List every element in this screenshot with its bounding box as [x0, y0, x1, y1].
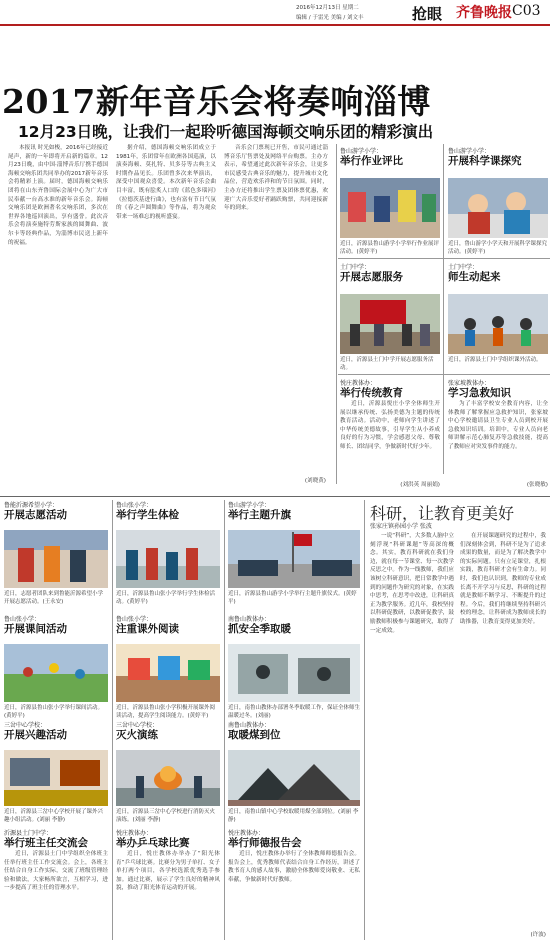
brief-photo: [116, 750, 220, 806]
brief: 鲁山张小学： 举行学生体检: [116, 502, 179, 521]
brief: [340, 146, 440, 168]
brief-photo: [4, 750, 108, 806]
brief-photo: [228, 750, 360, 806]
editor-line: 编辑 / 于雷光 美编 / 刘文丰: [296, 15, 364, 21]
brief-caption: 近日，沂源县鲁山张小学举行课间活动。(黄婷平): [4, 705, 104, 720]
lead-paragraph: 音乐会门票现已开售，市民可通过淄博音乐厅售票处及网络平台购票。主办方表示，希望通过此次新年音乐会，让更多市民感受古典音乐的魅力，提升城市文化品位，营造欢乐祥和的节日氛围。同时，主办方还将推出学生票及团体票优惠，欢迎广大音乐爱好者踊跃购票，共同迎接新年的到来。: [224, 145, 328, 212]
brief-kicker: 土门中学：: [448, 264, 479, 271]
lead-subhead: 12月23日晚，让我们一起聆听德国海顿交响乐团的精彩演出: [18, 123, 434, 141]
feature-body-col1: 一说“科研”，大多数人脑中立刻浮现“科研课题”等高深的概念。其实，教育科研就在我们身边，就在每一节课堂、每一次教学反思之中。作为一线教师，我们应该树立科研意识，把日常教学中遇到的问题作为研究的对象，在实践中思考，在思考中改进，让科研真正为教学服务。近几年，我校坚持以科研促教研，以教研促教学，鼓励教师积极参与课题研究，取得了一定成效。: [370, 533, 454, 634]
brief: [448, 262, 548, 284]
brief-title: 举行作业评比: [340, 155, 403, 167]
brief-title: 开展科学课探究: [448, 155, 522, 167]
lead-body-col3: [224, 144, 328, 474]
brief-kicker: 悦庄教体办：: [340, 380, 377, 387]
brief-photo: [228, 530, 360, 588]
text-brief: 沂源县土门中学： 举行班主任交流会 近日，沂源县土门中学组织全体班主任举行班主任工作交流会。会上，各班主任结合自身工作实际，交流了班级管理经验和做法，大家畅所欲言，互相学习，进一步提高了班主任的管理水平。: [4, 830, 108, 892]
brief: 三岔中心学校： 灭火演练: [116, 722, 159, 741]
section-name: 抢眼: [412, 5, 443, 23]
brief: 鲁山游学小学： 举行主题升旗: [228, 502, 291, 521]
brief-caption: 近日，沂源县鲁山张小学积极开展课外阅读活动，提高学生阅读能力。(黄婷平): [116, 705, 216, 720]
brief-body: 为了丰富学校安全教育内容，让全体教师了解掌握应急救护知识，张家坡中心学校邀请县卫生专业人员到校开展急救知识培训。培训中，专业人员向老师讲解示范心肺复苏等急救技能，提高了教师应对突发事件的能力。: [448, 401, 548, 450]
brief-title: 举行传统教育: [340, 387, 403, 399]
brief-caption: 近日，志愿者团队来到鲁能沂源希望小学开展志愿活动。(王永安): [4, 591, 104, 606]
column-divider: [336, 144, 337, 484]
brief-caption: 近日，沂源县鲁山游学小学举行主题升旗仪式。(黄婷平): [228, 591, 357, 606]
brief-photo: [340, 294, 440, 354]
brief-kicker: 鲁山游学小学：: [340, 148, 383, 155]
brief-kicker: 鲁山游学小学：: [448, 148, 491, 155]
brief: 南鲁山教体办： 取暖煤到位: [228, 722, 281, 741]
brief-caption: 近日，沂源县三岔中心学校开展了课外兴趣小组活动。(刘丽 李静): [4, 809, 104, 824]
column-divider: [112, 500, 113, 940]
brief-caption: 近日，南鲁山教体办部署冬季取暖工作，保证全体师生温暖过冬。(刘丽): [228, 705, 361, 720]
brief-title: 学习急救知识: [448, 387, 511, 399]
lead-byline: (刘晓黄): [304, 478, 326, 484]
brief-photo: [448, 178, 548, 238]
brief-title: 开展志愿服务: [340, 271, 403, 283]
feature-body-col2: 在开展课题研究的过程中，我们深刻体会到，科研不是为了追求成果的数量，而是为了解决教学中的实际问题。只有立足课堂，扎根实践，教育科研才会有生命力。同时，我们也认识到，教师的专业成长离不开学习与反思，科研的过程就是教师不断学习、不断提升的过程。今后，我们将继续坚持科研兴校的理念，让科研成为教师成长的助推器，让教育变得更加美好。: [460, 533, 546, 625]
brief: 鲁能沂源希望小学： 开展志愿活动: [4, 502, 67, 521]
lead-body-col2: [116, 144, 216, 474]
brief-kicker: 张家坡教体办：: [448, 380, 491, 387]
brief-caption: 近日，沂源县鲁山张小学举行学生体检活动。(黄婷平): [116, 591, 216, 606]
brief-photo: [4, 644, 108, 702]
brief: 鲁山张小学： 注重课外阅读: [116, 616, 179, 635]
brief: [340, 262, 440, 284]
lead-body-col1: [8, 144, 108, 474]
brief: 南鲁山教体办： 抓安全季取暖: [228, 616, 291, 635]
brief-caption: 近日，沂源县三岔中心学校进行消防灭火演练。(刘丽 李静): [116, 809, 216, 824]
brief-photo: [448, 294, 548, 354]
brief-caption: 近日，沂源县土门中学开展志愿服务活动。: [340, 357, 434, 372]
brief: [448, 146, 548, 168]
page-header: [0, 0, 550, 26]
brief-photo: [340, 178, 440, 238]
column-divider: [364, 500, 365, 940]
brief: 鲁山张小学： 开展课间活动: [4, 616, 67, 635]
brief: 三岔中心学校： 开展兴趣活动: [4, 722, 67, 741]
brief-author: (刘洪英 周丽娟): [400, 482, 440, 488]
column-divider: [443, 144, 444, 474]
brief-title: 师生动起来: [448, 271, 501, 283]
date-line: 2016年12月13日 星期二: [296, 5, 359, 11]
brief-photo: [4, 530, 108, 588]
text-brief: [340, 378, 440, 494]
feature-byline: 张家庄镇孙园小学 张波: [370, 523, 432, 530]
lead-paragraph: 据介绍，德国海顿交响乐团成立于1981年，乐团常年在欧洲各国巡演，以演奏海顿、莫扎特、贝多芬等古典主义时期作品见长。乐团曾多次来华演出，深受中国观众喜爱。本次新年音乐会曲目丰富，既有脍炙人口的《蓝色多瑙河》《拉德茨基进行曲》，也有富有节日气氛的《春之声圆舞曲》等作品，将为观众带来一场难忘的视听盛宴。: [116, 145, 216, 220]
row-divider: [338, 374, 550, 375]
brief-photo: [228, 644, 360, 702]
lead-paragraph: 本报讯 时光如梭，2016年已经接近尾声，新的一年即将开启新的篇章。12月23日晚，由中国·淄博音乐厅携手德国海顿交响乐团共同举办的2017新年音乐会将精彩上演。届时，德国海顿交响乐团将在山东齐鲁国际会展中心为广大市民奉献一台高水准的新年音乐会。海顿交响乐团是欧洲著名交响乐团，多次在世界各地巡回演出，享有盛誉。此次音乐会将演奏施特劳斯家族的圆舞曲、波尔卡等经典作品，为淄博市民送上新年的祝福。: [8, 145, 108, 246]
column-divider: [224, 500, 225, 940]
brief-photo: [116, 644, 220, 702]
brief-caption: 近日，沂源县鲁山游学小学举行作业展评活动。(黄婷平): [340, 241, 440, 256]
brief-body: 近日，沂源县悦庄小学全体师生开展以继承传统、弘扬美德为主题的传统教育活动。活动中，老师向学生讲述了中华传统美德故事，引导学生从小养成良好的行为习惯，学会感恩父母、尊敬师长、团结同学，争做新时代好少年。: [340, 401, 440, 450]
feature-title: 科研，让教育更美好: [370, 504, 515, 523]
brief-kicker: 土门中学：: [340, 264, 371, 271]
row-divider: [338, 258, 550, 259]
text-brief: 悦庄教体办： 举办乒乓球比赛 近日，悦庄教体办举办了“阳光体育”乒乓球比赛。比赛分为男子单打、女子单打两个项目，各学校选派优秀选手参加。通过比赛，展示了学生良好的精神风貌，推动了阳光体育运动的开展。: [116, 830, 220, 892]
brief-caption: 近日，鲁山游学小学天和开展科学课探究活动。(黄婷平): [448, 241, 548, 256]
brief-caption: 近日，南鲁山镇中心学校取暖用煤全部到位。(刘丽 李静): [228, 809, 359, 824]
text-brief: 悦庄教体办： 举行师德报告会 近日，悦庄教体办举行了全体教师师德报告会。报告会上，优秀教师代表结合自身工作经历，讲述了教书育人的感人故事，激励全体教师爱岗敬业、无私奉献，争做新时代好教师。: [228, 830, 360, 883]
brief-photo: [116, 530, 220, 588]
text-brief: [448, 378, 548, 494]
newspaper-logo: 齐鲁晚报: [456, 5, 512, 21]
brief-caption: 近日，沂源县土门中学组织课外活动。: [448, 357, 542, 363]
brief-author: (张晓敏): [526, 482, 548, 488]
page-number: C03: [512, 3, 541, 19]
lead-headline: 2017新年音乐会将奏响淄博: [2, 82, 431, 121]
section-divider: [0, 496, 550, 497]
feature-author: (许波): [530, 932, 546, 938]
